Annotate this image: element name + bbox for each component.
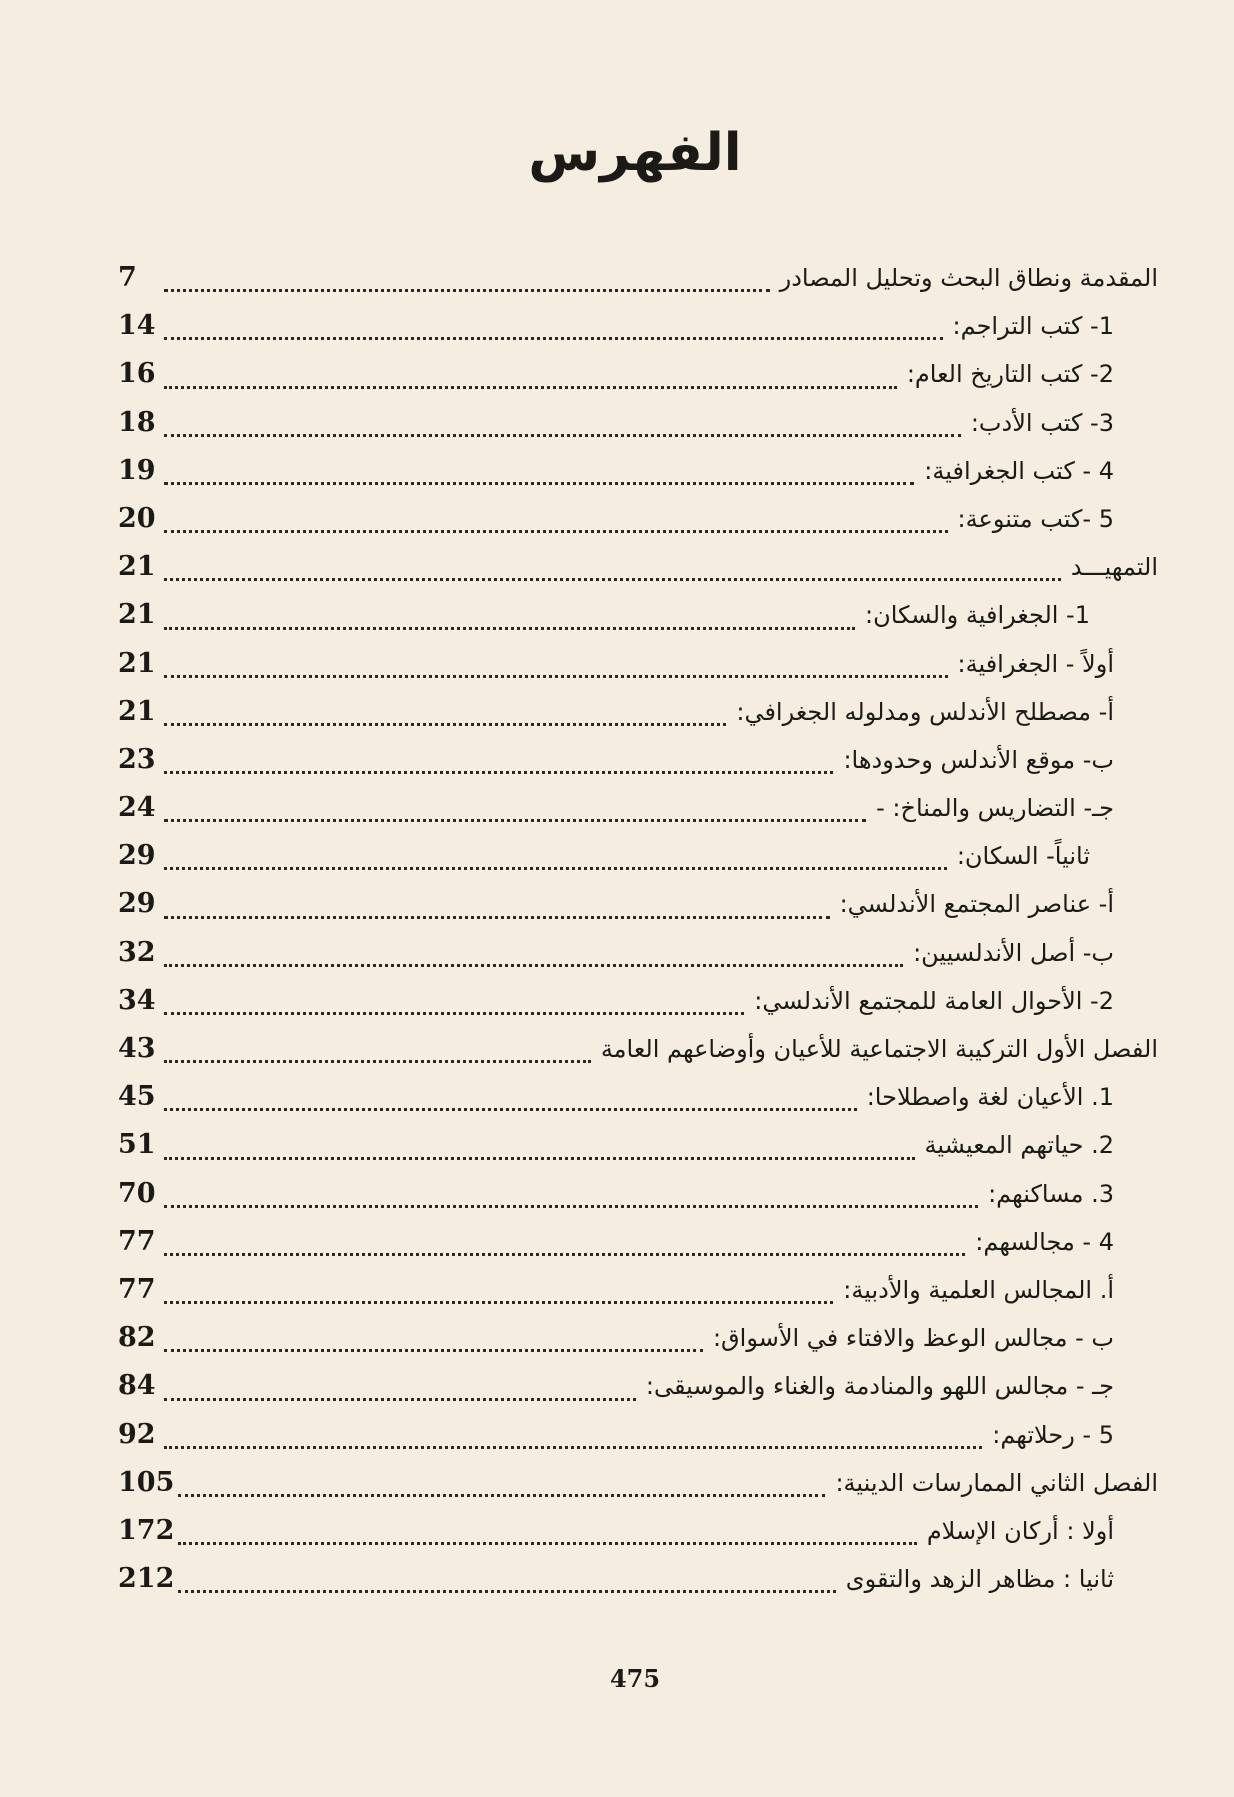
toc-entry-page: 43 xyxy=(118,1033,156,1064)
toc-entry-page: 16 xyxy=(118,358,156,390)
toc-entry xyxy=(118,1411,1158,1459)
toc-entry-label: ب- أصل الأندلسيين: xyxy=(913,938,1114,967)
toc-entry-page: 29 xyxy=(118,888,156,920)
toc-entry-page: 172 xyxy=(118,1514,175,1546)
toc-entry xyxy=(118,1507,1158,1555)
toc-entry-label: المقدمة ونطاق البحث وتحليل المصادر xyxy=(779,264,1158,292)
toc-entry xyxy=(118,1266,1158,1314)
toc-entry-page: 77 xyxy=(118,1273,156,1305)
dot-leader xyxy=(164,627,855,630)
toc-entry xyxy=(118,1025,1158,1073)
toc-entry-label: 1- الجغرافية والسكان: xyxy=(865,601,1090,630)
toc-entry-label: الفصل الثاني الممارسات الدينية: xyxy=(835,1468,1158,1497)
toc-entry-label: ب- موقع الأندلس وحدودها: xyxy=(843,745,1114,774)
toc-entry xyxy=(118,688,1158,736)
toc-entry-page: 23 xyxy=(118,743,156,775)
table-of-contents xyxy=(118,254,1158,1603)
dot-leader xyxy=(164,530,948,533)
toc-entry-label: 1- كتب التراجم: xyxy=(952,312,1114,341)
dot-leader xyxy=(164,1108,857,1111)
toc-entry-page: 20 xyxy=(118,502,156,534)
toc-entry-label: أ- مصطلح الأندلس ومدلوله الجغرافي: xyxy=(736,697,1114,726)
toc-entry-label: 2- الأحوال العامة للمجتمع الأندلسي: xyxy=(754,986,1114,1015)
toc-entry-label: ب - مجالس الوعظ والافتاء في الأسواق: xyxy=(712,1324,1114,1353)
dot-leader xyxy=(164,1157,915,1160)
dot-leader xyxy=(164,386,897,389)
toc-entry-label: 4 - كتب الجغرافية: xyxy=(924,456,1114,485)
toc-entry xyxy=(118,1170,1158,1218)
dot-leader xyxy=(178,1590,835,1593)
toc-entry-label: أولاً - الجغرافية: xyxy=(957,649,1114,678)
toc-entry-label: جـ - مجالس اللهو والمنادمة والغناء والموسيقى: xyxy=(645,1372,1114,1401)
toc-entry xyxy=(118,1314,1158,1362)
toc-entry xyxy=(118,399,1158,447)
toc-entry-page: 21 xyxy=(118,599,156,631)
toc-entry-label: ثانيا : مظاهر الزهد والتقوى xyxy=(845,1565,1114,1594)
dot-leader xyxy=(164,482,914,485)
toc-entry xyxy=(118,784,1158,832)
toc-entry xyxy=(118,1218,1158,1266)
dot-leader xyxy=(164,1301,833,1304)
toc-entry-label: ثانياً- السكان: xyxy=(956,842,1090,871)
dot-leader xyxy=(178,1494,825,1497)
toc-entry xyxy=(118,1073,1158,1121)
toc-entry-page: 82 xyxy=(118,1322,156,1354)
toc-entry-label: جـ- التضاريس والمناخ: - xyxy=(876,794,1114,823)
toc-entry xyxy=(118,302,1158,350)
page-title: الفهرس xyxy=(528,123,742,183)
dot-leader xyxy=(164,1398,636,1401)
dot-leader xyxy=(164,289,770,292)
dot-leader xyxy=(164,916,830,919)
toc-entry xyxy=(118,543,1158,591)
toc-entry-label: 3- كتب الأدب: xyxy=(970,408,1114,437)
toc-entry xyxy=(118,1459,1158,1507)
toc-entry-label: أ. المجالس العلمية والأدبية: xyxy=(843,1275,1114,1304)
toc-entry xyxy=(118,832,1158,880)
toc-entry-page: 105 xyxy=(118,1466,175,1498)
toc-entry-page: 24 xyxy=(118,792,156,824)
toc-entry-label: أولا : أركان الإسلام xyxy=(926,1516,1114,1545)
dot-leader xyxy=(164,867,947,870)
toc-entry xyxy=(118,977,1158,1025)
toc-entry-page: 32 xyxy=(118,936,156,968)
dot-leader xyxy=(164,337,943,340)
toc-entry-page: 70 xyxy=(118,1177,156,1209)
toc-entry xyxy=(118,350,1158,398)
toc-entry-label: التمهيـــد xyxy=(1070,553,1158,582)
dot-leader xyxy=(164,819,866,822)
dot-leader xyxy=(178,1542,916,1545)
dot-leader xyxy=(164,578,1061,581)
dot-leader xyxy=(164,1012,744,1015)
toc-entry xyxy=(118,1121,1158,1169)
toc-entry-label: 3. مساكنهم: xyxy=(988,1179,1114,1208)
toc-entry-label: 2. حياتهم المعيشية xyxy=(924,1131,1114,1160)
toc-entry xyxy=(118,495,1158,543)
dot-leader xyxy=(164,1253,965,1256)
toc-entry-label: الفصل الأول التركيبة الاجتماعية للأعيان وأوضاعهم العامة xyxy=(600,1035,1158,1063)
dot-leader xyxy=(164,1060,591,1063)
toc-entry-label: أ- عناصر المجتمع الأندلسي: xyxy=(839,890,1114,919)
toc-entry-label: 4 - مجالسهم: xyxy=(975,1227,1114,1256)
toc-entry-page: 51 xyxy=(118,1129,156,1161)
toc-entry xyxy=(118,640,1158,688)
toc-entry-page: 212 xyxy=(118,1563,175,1595)
toc-entry xyxy=(118,880,1158,928)
toc-entry-page: 19 xyxy=(118,454,156,486)
dot-leader xyxy=(164,434,961,437)
dot-leader xyxy=(164,1349,703,1352)
toc-entry xyxy=(118,254,1158,302)
toc-entry-page: 92 xyxy=(118,1418,156,1450)
toc-entry xyxy=(118,591,1158,639)
toc-entry-page: 84 xyxy=(118,1370,156,1402)
dot-leader xyxy=(164,675,948,678)
toc-entry-page: 7 xyxy=(118,262,137,293)
dot-leader xyxy=(164,1205,978,1208)
toc-entry-label: 1. الأعيان لغة واصطلاحا: xyxy=(866,1083,1114,1112)
toc-entry-page: 34 xyxy=(118,984,156,1016)
toc-entry xyxy=(118,929,1158,977)
dot-leader xyxy=(164,723,726,726)
toc-entry-page: 21 xyxy=(118,551,156,583)
toc-entry-page: 18 xyxy=(118,406,156,438)
toc-entry xyxy=(118,736,1158,784)
dot-leader xyxy=(164,771,833,774)
toc-entry-page: 14 xyxy=(118,310,156,342)
toc-entry-page: 45 xyxy=(118,1081,156,1113)
toc-entry xyxy=(118,1362,1158,1410)
toc-entry-page: 77 xyxy=(118,1225,156,1257)
dot-leader xyxy=(164,964,903,967)
toc-entry-label: 5 - رحلاتهم: xyxy=(992,1420,1114,1449)
toc-entry-page: 21 xyxy=(118,695,156,727)
toc-entry-page: 29 xyxy=(118,840,156,872)
page-number: 475 xyxy=(609,1664,661,1693)
toc-entry-label: 2- كتب التاريخ العام: xyxy=(906,360,1114,389)
toc-entry-page: 21 xyxy=(118,647,156,679)
toc-entry xyxy=(118,447,1158,495)
toc-entry-label: 5 -كتب متنوعة: xyxy=(957,504,1114,533)
dot-leader xyxy=(164,1446,982,1449)
toc-entry xyxy=(118,1555,1158,1603)
